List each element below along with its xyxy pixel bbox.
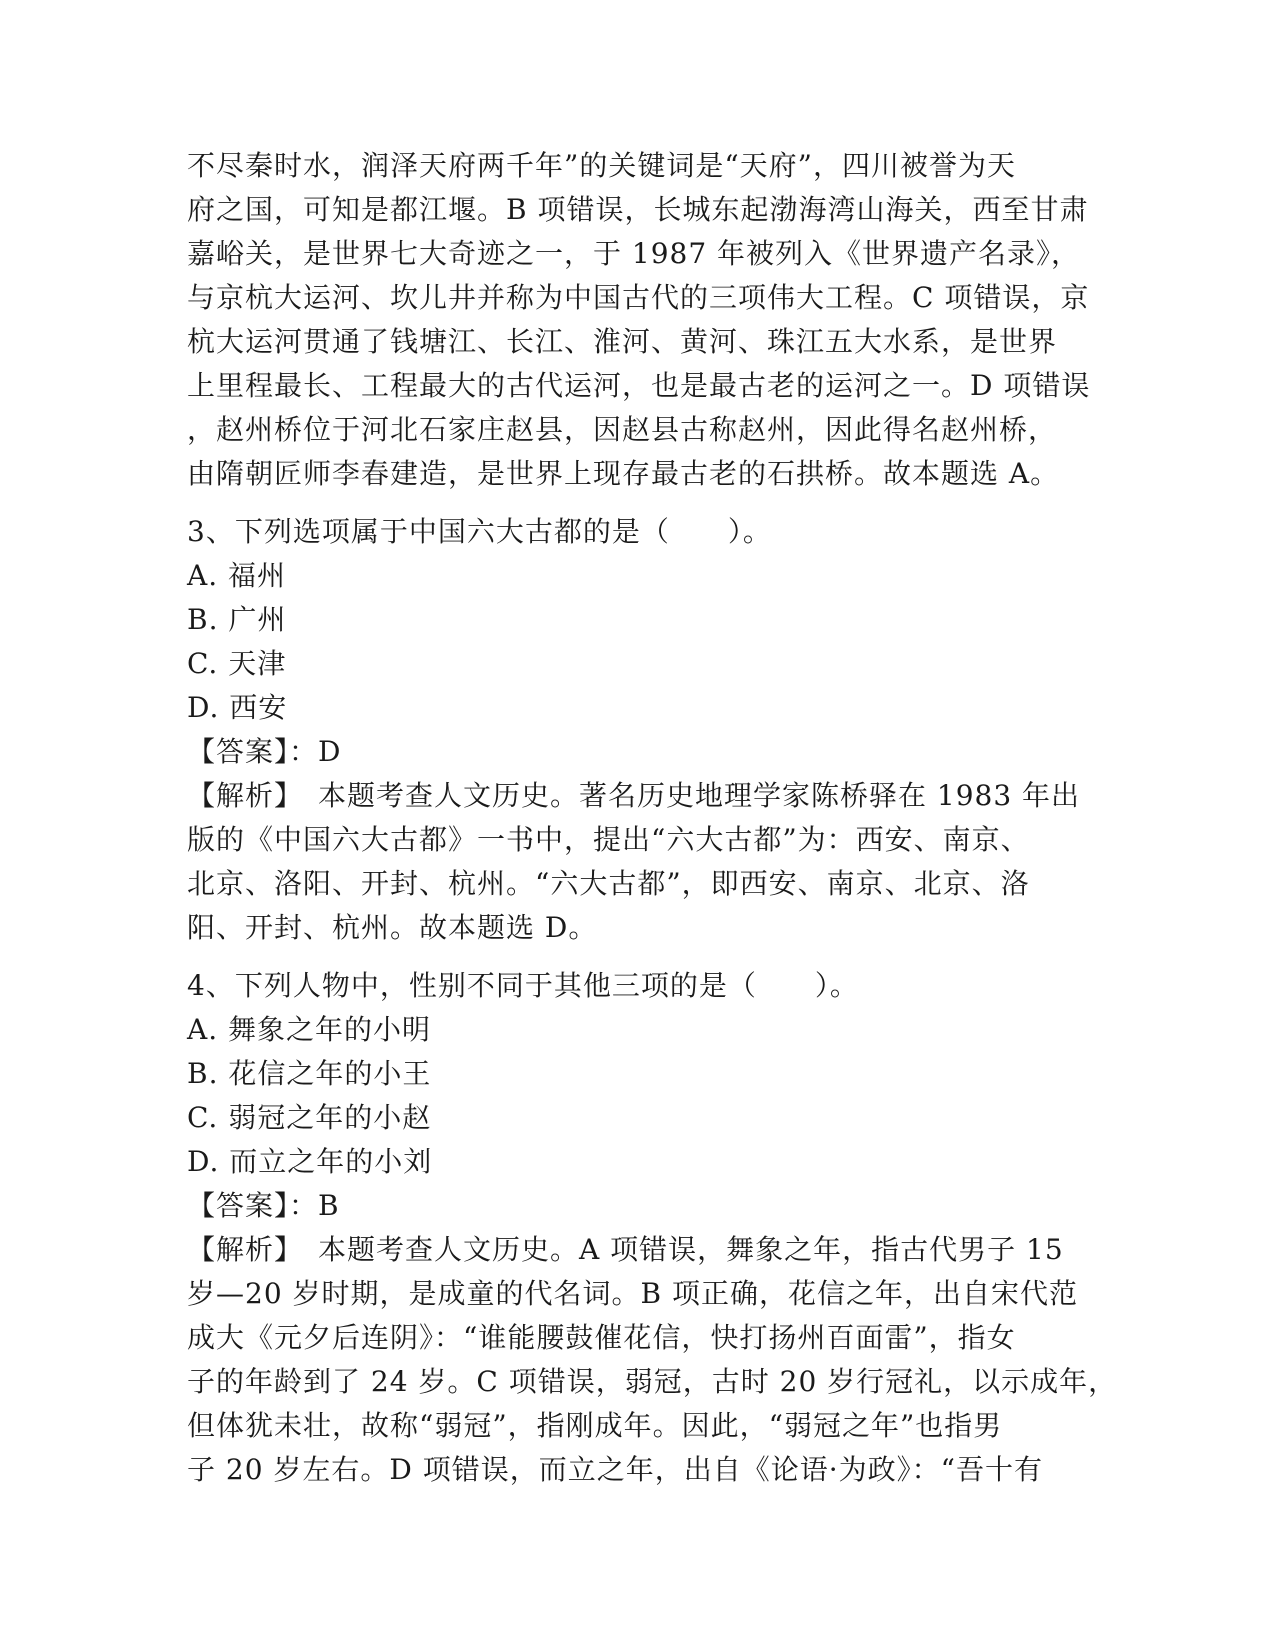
question-3 [187,510,1087,950]
analysis-line: 岁—20 岁时期，是成童的代名词。B 项正确，花信之年，出自宋代范 [187,1277,1079,1310]
option-a: A. 福州 [187,559,287,592]
analysis-line: 阳、开封、杭州。故本题选 D。 [187,911,598,944]
analysis-line: 北京、洛阳、开封、杭州。“六大古都”，即西安、南京、北京、洛 [187,867,1030,900]
text-line: 不尽秦时水，润泽天府两千年”的关键词是“天府”，四川被誉为天 [187,149,1016,182]
analysis-line: 【解析】 本题考查人文历史。A 项错误，舞象之年，指古代男子 15 [187,1233,1064,1266]
spacer [187,950,1087,964]
question-stem: 3、下列选项属于中国六大古都的是（ ）。 [187,515,772,548]
option-d: D. 西安 [187,691,288,724]
analysis-line: 【解析】 本题考查人文历史。著名历史地理学家陈桥驿在 1983 年出 [187,779,1081,812]
option-b: B. 花信之年的小王 [187,1057,432,1090]
analysis-line: 但体犹未壮，故称“弱冠”，指刚成年。因此，“弱冠之年”也指男 [187,1409,1003,1442]
text-line: 嘉峪关，是世界七大奇迹之一，于 1987 年被列入《世界遗产名录》， [187,237,1081,270]
text-line: 由隋朝匠师李春建造，是世界上现存最古老的石拱桥。故本题选 A。 [187,457,1060,490]
text-line: ，赵州桥位于河北石家庄赵县，因赵县古称赵州，因此得名赵州桥， [187,413,1058,446]
analysis-line: 子 20 岁左右。D 项错误，而立之年，出自《论语·为政》：“吾十有 [187,1453,1043,1486]
option-c: C. 天津 [187,647,287,680]
option-b: B. 广州 [187,603,287,636]
analysis-line: 成大《元夕后连阴》：“谁能腰鼓催花信，快打扬州百面雷”，指女 [187,1321,1016,1354]
question-4 [187,964,1118,1492]
analysis-line: 版的《中国六大古都》一书中，提出“六大古都”为：西安、南京、 [187,823,1030,856]
text-line: 与京杭大运河、坎儿井并称为中国古代的三项伟大工程。C 项错误，京 [187,281,1090,314]
text-line: 府之国，可知是都江堰。B 项错误，长城东起渤海湾山海关，西至甘肃 [187,193,1089,226]
text-line: 杭大运河贯通了钱塘江、长江、淮河、黄河、珠江五大水系，是世界 [187,325,1058,358]
text-line: 上里程最长、工程最大的古代运河，也是最古老的运河之一。D 项错误 [187,369,1091,402]
question-stem: 4、下列人物中，性别不同于其他三项的是（ ）。 [187,969,859,1002]
answer-line: 【答案】：B [187,1189,340,1222]
option-a: A. 舞象之年的小明 [187,1013,432,1046]
carryover-analysis [187,144,1091,496]
document-page [187,144,1118,1492]
option-d: D. 而立之年的小刘 [187,1145,433,1178]
option-c: C. 弱冠之年的小赵 [187,1101,432,1134]
answer-line: 【答案】：D [187,735,342,768]
spacer [187,496,1087,510]
analysis-line: 子的年龄到了 24 岁。C 项错误，弱冠，古时 20 岁行冠礼，以示成年， [187,1365,1118,1398]
